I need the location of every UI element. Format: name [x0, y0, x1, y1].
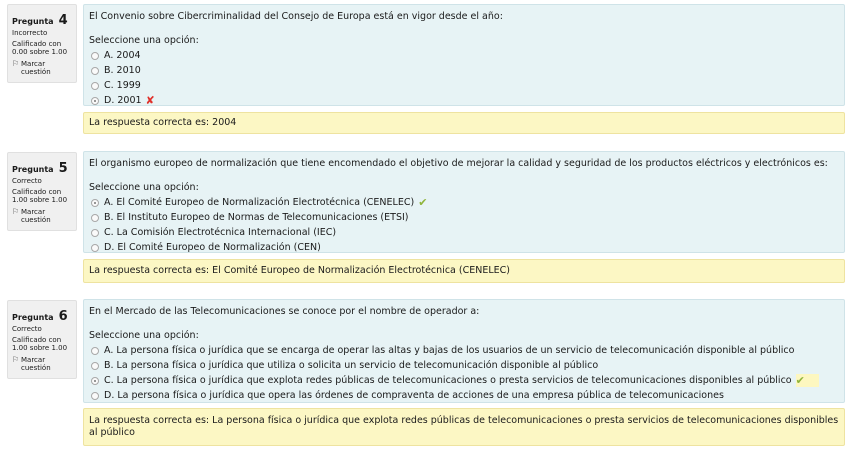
answer-option-a[interactable]: [89, 48, 839, 63]
question-grade: Calificado con 1.00 sobre 1.00: [12, 336, 68, 352]
question-state: Correcto: [12, 177, 42, 185]
radio-button[interactable]: [91, 52, 99, 60]
correct-answer-feedback: La respuesta correcta es: 2004: [83, 112, 845, 134]
option-label[interactable]: C. La Comisión Electrotécnica Internacional (IEC): [104, 227, 337, 238]
answer-option-b[interactable]: [89, 210, 839, 225]
answer-option-a[interactable]: [89, 343, 839, 358]
question-info: [7, 4, 77, 83]
question-formulation: [83, 151, 845, 253]
correct-answer-feedback: La respuesta correcta es: La persona física o jurídica que explota redes públicas de telecomunicaciones o presta servicios de telecomunicaciones disponibles al público: [83, 408, 845, 446]
answer-prompt: Seleccione una opción:: [89, 35, 199, 46]
flag-question-link[interactable]: [12, 60, 72, 76]
flag-question-link[interactable]: [12, 208, 72, 224]
question-info: [7, 300, 77, 379]
option-label[interactable]: B. El Instituto Europeo de Normas de Telecomunicaciones (ETSI): [104, 212, 409, 223]
option-label[interactable]: B. 2010: [104, 65, 141, 76]
question-number: Pregunta 6: [12, 309, 68, 324]
flag-label[interactable]: Marcar cuestión: [21, 356, 51, 372]
question-text: El organismo europeo de normalización que tiene encomendado el objetivo de mejorar la calidad y seguridad de los productos eléctricos y electrónicos es:: [89, 158, 828, 169]
option-label[interactable]: C. 1999: [104, 80, 141, 91]
incorrect-icon: ✘: [145, 94, 155, 107]
answer-options: [89, 195, 839, 255]
flag-icon[interactable]: ⚐: [12, 355, 20, 364]
radio-button[interactable]: [91, 67, 99, 75]
flag-icon[interactable]: ⚐: [12, 207, 20, 216]
question-state: Incorrecto: [12, 29, 48, 37]
radio-button-selected[interactable]: [91, 199, 99, 207]
answer-option-b[interactable]: [89, 358, 839, 373]
option-label[interactable]: D. El Comité Europeo de Normalización (CEN): [104, 242, 321, 253]
radio-button[interactable]: [91, 362, 99, 370]
radio-button-selected[interactable]: [91, 377, 99, 385]
question-number: Pregunta 4: [12, 13, 68, 28]
option-label[interactable]: C. La persona física o jurídica que explota redes públicas de telecomunicaciones o presta servicios de telecomunicaciones disponibles al público: [104, 375, 792, 386]
flag-question-link[interactable]: [12, 356, 72, 372]
radio-button[interactable]: [91, 392, 99, 400]
radio-button-selected[interactable]: [91, 97, 99, 105]
flag-label[interactable]: Marcar cuestión: [21, 208, 51, 224]
answer-option-c[interactable]: [89, 225, 839, 240]
question-grade: Calificado con 1.00 sobre 1.00: [12, 188, 68, 204]
question-text: En el Mercado de las Telecomunicaciones se conoce por el nombre de operador a:: [89, 306, 480, 317]
flag-icon[interactable]: ⚐: [12, 59, 20, 68]
radio-button[interactable]: [91, 244, 99, 252]
question-state: Correcto: [12, 325, 42, 333]
question-grade: Calificado con 0.00 sobre 1.00: [12, 40, 68, 56]
question-number: Pregunta 5: [12, 161, 68, 176]
radio-button[interactable]: [91, 347, 99, 355]
answer-option-c[interactable]: [89, 373, 839, 388]
option-label[interactable]: A. La persona física o jurídica que se encarga de operar las altas y bajas de los usuarios de un servicio de telecomunicación disponible al público: [104, 345, 795, 356]
correct-icon: ✔: [418, 196, 428, 209]
answer-option-d[interactable]: [89, 240, 839, 255]
question-formulation: [83, 4, 845, 106]
answer-options: [89, 343, 839, 403]
answer-option-d[interactable]: [89, 93, 839, 108]
answer-prompt: Seleccione una opción:: [89, 182, 199, 193]
answer-options: [89, 48, 839, 108]
correct-answer-feedback: La respuesta correcta es: El Comité Europeo de Normalización Electrotécnica (CENELEC): [83, 259, 845, 283]
flag-label[interactable]: Marcar cuestión: [21, 60, 51, 76]
option-label[interactable]: B. La persona física o jurídica que utiliza o solicita un servicio de telecomunicación disponible al público: [104, 360, 599, 371]
question-info: [7, 152, 77, 231]
question-formulation: [83, 299, 845, 403]
question-text: El Convenio sobre Cibercriminalidad del Consejo de Europa está en vigor desde el año:: [89, 11, 503, 22]
answer-prompt: Seleccione una opción:: [89, 330, 199, 341]
option-label[interactable]: D. La persona física o jurídica que opera las órdenes de compraventa de acciones de una empresa pública de telecomunicaciones: [104, 390, 724, 401]
answer-option-d[interactable]: [89, 388, 839, 403]
answer-option-b[interactable]: [89, 63, 839, 78]
radio-button[interactable]: [91, 229, 99, 237]
option-label[interactable]: A. 2004: [104, 50, 141, 61]
option-label[interactable]: A. El Comité Europeo de Normalización Electrotécnica (CENELEC): [104, 197, 415, 208]
option-label[interactable]: D. 2001: [104, 95, 142, 106]
radio-button[interactable]: [91, 214, 99, 222]
answer-option-a[interactable]: [89, 195, 839, 210]
correct-icon: ✔: [796, 374, 819, 387]
answer-option-c[interactable]: [89, 78, 839, 93]
radio-button[interactable]: [91, 82, 99, 90]
